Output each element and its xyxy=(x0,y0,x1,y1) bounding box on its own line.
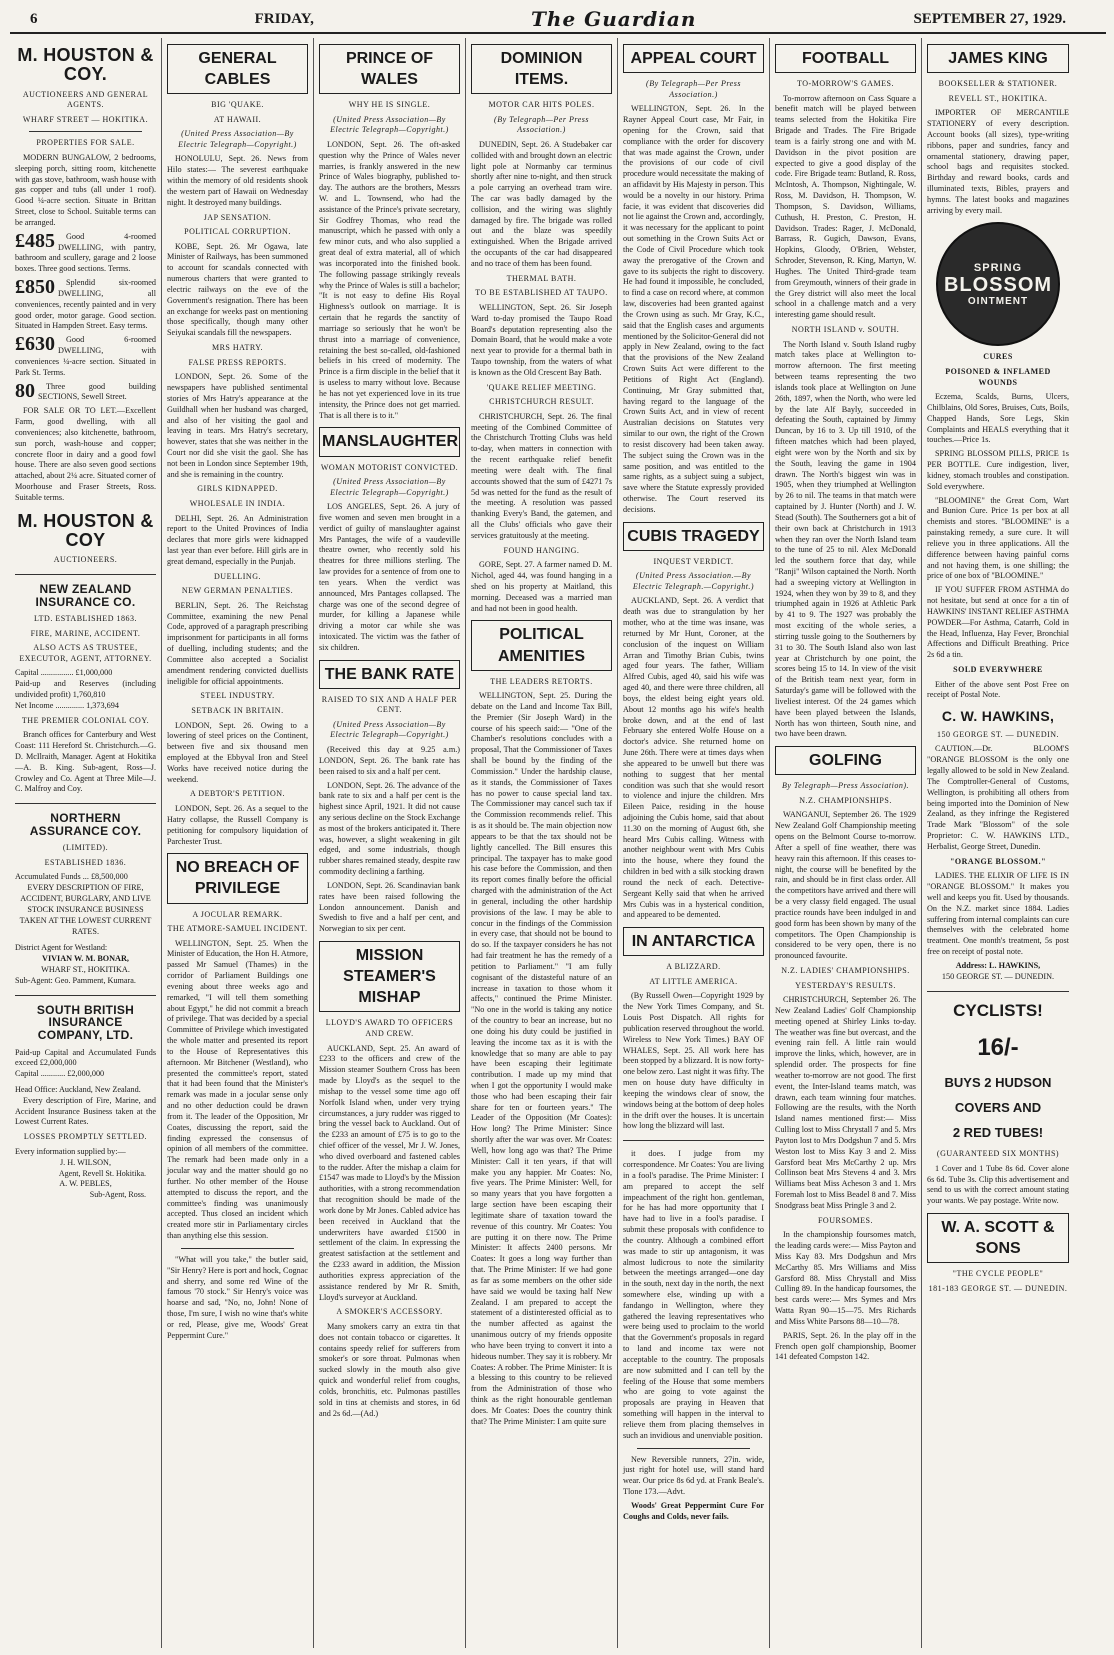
general-cables-heading: GENERAL CABLES xyxy=(167,44,308,94)
ad-text: Either of the above sent Post Free on receipt of Postal Note. xyxy=(927,679,1069,700)
article-paragraph: (By Russell Owen—Copyright 1929 by the New York Times Company, and St. Louis Post Dispatch. All rights for publication reserved throughout the world. Wireless to New York Times.) BAY OF WHALES, Sept. 25. All work here has been stopped by a blizzard. It is now forty-one below zero. Last night it was fifty. The men on house duty have difficulty in keeping the windows clear of snow, the windows being at the bottom of deep holes in the drift over the houses. It is uncertain how long the blizzard will last. xyxy=(623,991,764,1131)
northern-title: NORTHERN ASSURANCE COY. xyxy=(29,811,142,838)
article-paragraph: it does. I judge from my correspondence. Mr Coates: You are living in a fool's paradise. The Prime Minister: I am prepared to accept the self impeachment of the right hon. gentleman, for he has had more opportunity that I have had to live in a fool's paradise. I submit these proposals with confidence to the country. Although a combined effort was made to stir up antagonism, it was almost ludicrous to note the similarity between the meetings arranged—one day in the south, next day in the north, the next somewhere else, winding up with a fandango in Wellington, where they gathered the leaving representatives who were being used to proclaim to the world that the Government's proposals in regard to land and income tax were not acceptable to the country. The proposals are now submitted and I can tell by the feeling of the House that some members who are going to vote against the proposals are praying in Heaven that something will happen in the interval to relieve them from placing themselves in such an invidious and unenviable position. xyxy=(623,1149,764,1440)
subhead: WOMAN MOTORIST CONVICTED. xyxy=(320,462,459,472)
subhead: JAP SENSATION. xyxy=(203,212,272,222)
subhead: N.Z. LADIES' CHAMPIONSHIPS. xyxy=(781,966,910,976)
cyclists-heading: CYCLISTS! xyxy=(953,1000,1043,1020)
credit-line: (United Press Association—By Electric Telegraph—Copyright.) xyxy=(330,719,449,740)
credit-line: (United Press Association.—By Electric Telegraph.—Copyright.) xyxy=(632,571,755,591)
column-4 xyxy=(466,38,618,1648)
subhead: WHOLESALE IN INDIA. xyxy=(189,499,286,509)
bank-rate-heading: THE BANK RATE xyxy=(319,660,460,689)
political-heading: POLITICAL AMENITIES xyxy=(471,620,612,670)
cures-label: CURES xyxy=(983,352,1013,362)
masthead-day: FRIDAY, xyxy=(254,10,314,27)
column-1 xyxy=(10,38,162,1648)
article-paragraph: BERLIN, Sept. 26. The Reichstag Committee, examining the new Penal Code, approved of a paragraph prescribing imprisonment for participants in all forms of duelling, including students; and the Committee also accepted a Socialist amendment rendering convicted duellists ineligible for official appointments. xyxy=(167,600,308,686)
northern-district: District Agent for Westland: xyxy=(15,943,108,953)
article-paragraph: PARIS, Sept. 26. In the play off in the French open golf championship, Boomer 141 defeated Compston 142. xyxy=(775,1330,916,1362)
subhead: YESTERDAY'S RESULTS. xyxy=(795,980,896,990)
subhead: TO BE ESTABLISHED AT TAUPO. xyxy=(475,288,608,298)
subhead: FOUND HANGING. xyxy=(503,545,580,555)
northern-agent: VIVIAN W. M. BONAR, xyxy=(42,954,129,964)
nz-income: Net Income .............. 1,373,694 xyxy=(15,700,119,710)
prop-1: MODERN BUNGALOW, 2 bedrooms, sleeping porch, sitting room, kitchenette with gas stove, bathroom, wash house with gas copper and tubs (all under 1 roof). Good ¼-acre section. Situate in Brittan Street, close to School. Suitable terms can be arranged. xyxy=(15,152,156,227)
nz-est: LTD. ESTABLISHED 1863. xyxy=(34,614,137,624)
masthead xyxy=(10,6,1106,34)
price: 16/- xyxy=(977,1033,1019,1061)
subhead: N.Z. CHAMPIONSHIPS. xyxy=(799,795,892,805)
article-paragraph: LONDON, Sept. 26. Owing to a lowering of steel prices on the Continent, between five and six thousand men employed at the Ebbyval Iron and Steel Works have received notice during the weekend. xyxy=(167,720,308,784)
article-paragraph: KOBE, Sept. 26. Mr Ogawa, late Minister of Railways, has been summoned to account for scandals connected with numerous charters that were granted to electric railways on the eve of the Government's resignation. There has been an exchange for weeks past on mentioning those specifically, though many other Seiyukai scandals fill the newspapers. xyxy=(167,241,308,338)
subhead: TO-MORROW'S GAMES. xyxy=(797,79,894,89)
subhead: THE LEADERS RETORTS. xyxy=(490,676,593,686)
subhead: FALSE PRESS REPORTS. xyxy=(188,357,287,367)
sold-everywhere: SOLD EVERYWHERE xyxy=(953,665,1043,674)
sb-head: Head Office: Auckland, New Zealand. xyxy=(15,1085,141,1094)
article-paragraph: In the championship foursomes match, the leading cards were:— Miss Payton and Miss Kay 83. Mrs Dodgshun and Mrs McCarthy 85. Mrs Williams and Miss Garsford 88. Miss Chrystall and Miss Culling 89. In the handicap foursomes, the best cards were:— Mrs Symes and Mrs Watta Ryan 90—15—75. Mrs Richards and Miss White Parsons 88—10—78. xyxy=(775,1230,916,1326)
subhead: NEW GERMAN PENALTIES. xyxy=(181,586,294,596)
orange-blossom: "ORANGE BLOSSOM." xyxy=(949,856,1047,866)
houston-addr: WHARF STREET — HOKITIKA. xyxy=(22,114,149,124)
football-heading: FOOTBALL xyxy=(775,44,916,73)
subhead: 'QUAKE RELIEF MEETING. xyxy=(486,382,597,392)
northern-est: ESTABLISHED 1836. xyxy=(44,857,127,867)
subhead: MRS HATRY. xyxy=(211,343,264,353)
sb-cap2: Capital ............ £2,000,000 xyxy=(15,1069,105,1079)
guarantee: (GUARANTEED SIX MONTHS) xyxy=(936,1149,1060,1159)
subhead: A JOCULAR REMARK. xyxy=(192,909,283,919)
sb-cap1: Paid-up Capital and Accumulated Funds exceed £2,000,000 xyxy=(15,1047,156,1068)
article-paragraph: New Reversible runners, 27in. wide, just right for hotel use, will stand hard wear. Our price 8s 6d yd. at Frank Beale's. Tlone 173.—Advt. xyxy=(623,1454,764,1497)
newspaper-title: The Guardian xyxy=(531,7,697,31)
poisoned-label: POISONED & INFLAMED WOUNDS xyxy=(945,367,1051,387)
south-british-title: SOUTH BRITISH INSURANCE COMPANY, LTD. xyxy=(36,1002,135,1042)
tubes: 2 RED TUBES! xyxy=(952,1124,1044,1140)
spring-blossom-logo: SPRING BLOSSOM OINTMENT xyxy=(936,222,1060,346)
ad-text: CAUTION.—Dr. BLOOM'S "ORANGE BLOSSOM is the only one legally allowed to be sold in New Zealand. The Comptroller-General of Customs, Wellington, is prohibiting all others from being imported into the Dominion of New Zealand, as they infringe the Registered Trade Mark "Blossom" of the sole Proprietor: C. W. HAWKINS LTD., Herbalist, George Street, Dunedin. xyxy=(927,744,1069,851)
houston-title: M. HOUSTON & COY. xyxy=(17,45,154,84)
king-text: IMPORTER OF MERCANTILE STATIONERY of every description. Account books (all sizes), type-writing ribbons, paper and sundries, fancy and ornamental stationery, drawing paper, school bags and requisites stocked. Birthday and reward books, cards and illuminated texts, Bibles, prayers and hymns. The latest books and magazines arriving by every mail. xyxy=(927,108,1069,215)
subhead: WHY HE IS SINGLE. xyxy=(348,100,431,110)
subhead: A DEBTOR'S PETITION. xyxy=(189,789,286,799)
article-paragraph: LONDON, Sept. 26. The oft-asked question why the Prince of Wales never marries, is frankly answered in the new Prince of Wales biography, published to-day. The authors are the brothers, Messrs W. and L. Townsend, who had the assistance of the Prince's private secretary, Sir Godfrey Thomas, who read the manuscript, which he passed with only a few minor cuts, and who also supplied a great deal of extra material, all of which was incorporated into the finished book. The following passage strikingly reveals why the Prince of Wales is still a bachelor; "It is not easy to define His Royal Highness's outlook on marriage. It is certain that he regards the sanctity of marriage so seriously that he won't be thrust into a marriage of convenience, retaining the best so-called, old-fashioned beliefs in his creed of modernity. The Prince is a firm disciple in the belief that it is useless to marry without love. Because he has not yet experienced love in its true intensity, the Prince does not get married. That is all there is to it." xyxy=(319,139,460,420)
houston-sub: AUCTIONEERS AND GENERAL AGENTS. xyxy=(22,89,149,110)
address2: 150 GEORGE ST. — DUNEDIN. xyxy=(941,971,1055,981)
breach-heading: NO BREACH OF PRIVILEGE xyxy=(167,853,308,903)
article-paragraph: WELLINGTON, Sept. 26. Sir Joseph Ward to-day promised the Taupo Road Board's deputation representing also the Domain Board, that he would make a vote next year to provide for a thermal bath in Taupo township, from the waters of what is known as the Old Crescent Bay Bath. xyxy=(471,302,612,377)
ad-text: LADIES. THE ELIXIR OF LIFE IS IN "ORANGE BLOSSOM." It makes you well and keeps you fit. Used by thousands. On the N.Z. market since 1884. Ladies suffering from internal complaints can cure themselves with the celebrated home treatment. One month's treatment, 5s post free on receipt of postal note. xyxy=(927,871,1069,957)
antarctica-heading: IN ANTARCTICA xyxy=(623,927,764,956)
article-paragraph: WANGANUI, September 26. The 1929 New Zealand Golf Championship meeting opens on the Belmont Course to-morrow. After a spell of fine weather, there was heavy rain this afternoon. If this ceases to-night, the course will be benefited by the rain, and should be in first class order. All the competitors have arrived and there will be a very classy field engaged. The usual practice rounds have been indulged in and good form has been shown by many of the competitors. The Open Championship is considered to be very open, there is no pronounced favourite. xyxy=(775,810,916,961)
subhead: A SMOKER'S ACCESSORY. xyxy=(336,1307,443,1317)
dominion-heading: DOMINION ITEMS. xyxy=(471,44,612,94)
article-paragraph: WELLINGTON, Sept. 26. In the Rayner Appeal Court case, Mr Fair, in opening for the Crown, said that compliance with the order for discovery that was made against the Crown, under the provisions of our code of civil procedure would necessitate the making of an affidavit by His Majesty in person. This would be a novelty in our history. Prima facie, it was evident that discoveries did not lie against the Crown and, accordingly, it was necessary for the applicant to point out something in the Crown Suits Act or the Code of Civil Procedure which took away the prerogative of the Crown and gave to its subjects the right to discovery. He had found it impossible, he concluded, to find a case on record where, at common law, discoveries had been granted against the Crown using as such. Mr Gray, K.C., said that the English cases and arguments mentioned by the Solicitor-General did not apply in New Zealand, owing to the fact that the provisions of the New Zealand Crown Suits Act were different to the Petitions of Right Act (England). Continuing, Mr Gray submitted that, having regard to the language of the Crown Suits Act, and in view of recent Australian decisions on Statutes very similar to our own, the right of the Crown to resist discovery had been taken away. The subject suing the Crown was in the same position, and was entitled to the same rights, as a subject suing a subject, save where the Statute expressly provided otherwise. The Court reserved its decisions. xyxy=(623,104,764,514)
credit-line: (United Press Association—By Electric Telegraph—Copyright.) xyxy=(330,477,449,497)
subhead: THE ATMORE-SAMUEL INCIDENT. xyxy=(167,924,308,934)
sb-agent2b: Sub-Agent, Ross. xyxy=(89,1189,146,1199)
address: Address: L. HAWKINS, xyxy=(955,960,1041,970)
article-paragraph: To-morrow afternoon on Cass Square a benefit match will be played between teams selected from the Hokitika Fire Brigade and Trades. The Fire Brigade team is a fairly strong one and with M. Davidson in the pivot position are expected to give a good display of the code. Fire Brigade team: Butland, R. Ross, McIntosh, A. Thompson, Nightingale, W. Ross, M. Davidson, H. Thompson, W. Thompson, S. Davidson, Williams, Cuthush, H. Preston, C. Preston, H. Davidson. Trades: Rager, J. McDonald, Barrass, R. Gugich, Dawson, Evans, Hopkins, Gloody, O'Brien, Webster, Schroder, Stevenson, R. King, Martyn, W. Hughes. The United Third-grade team from Greymouth, winners of their grade in the Grey district will also meet the local school in a challenge match and a very interesting game should result. xyxy=(775,93,916,320)
article-paragraph: CHRISTCHURCH, Sept. 26. The final meeting of the Combined Committee of the Christchurch Trotting Clubs was held to-day, when matters in connection with the recent earthquake relief benefit meeting were dealt with. The final accounts showed that the sum of £4271 7s 5d was netted for the fund as the result of the meeting. A resolution was passed thanking Every's Band, the gatemen, and all the Clubs' officials who gave their services gratuitously at the meeting. xyxy=(471,411,612,540)
subhead: POLITICAL CORRUPTION. xyxy=(184,227,291,237)
james-king-title: JAMES KING xyxy=(927,44,1069,73)
article-paragraph: AUCKLAND, Sept. 26. A verdict that death was due to strangulation by her mother, who at the time was insane, was returned by Mr Hunt, Coroner, at the conclusion of the inquest on William Arran and Timothy Brian Cubis, twins aged four years. The father, William Alfred Cubis, aged 40, said his wife was aged 40, and there were three children, all boys, the eldest being eight years old. About 12 months ago his wife's health broke down, and at the end of last February she entered Wolfe House on a doctor's advice. She returned home on June 26th. There were at times days when she appeared to be unwell but there was nothing to suggest that her mental condition was such that she would resort to violence and injure the children. Mrs Eileen Paice, residing in the house adjoining the Cubis home, said that about 11.30 on the morning of August 6th, she heard Mrs Cubis calling. Witness with another neighbour went with Mrs Cubis into the house, where they found the children in bed with a silk stocking drawn round the neck of each. Detective-Sergeant Kelly said that when he arrived Mrs Cubis was in a hysterical condition, and appeared to be demented. xyxy=(623,596,764,920)
northern-sub: Sub-Agent: Geo. Pamment, Kumara. xyxy=(15,975,136,985)
article-paragraph: LONDON, Sept. 26. Scandinavian bank rates have been raised following the London announcement. Danish and Swedish to five and a half per cent, and Norwegian to six per cent. xyxy=(319,880,460,934)
nz-insurance-title: NEW ZEALAND INSURANCE CO. xyxy=(35,581,136,609)
nz-capital: Capital ................ £1,000,000 xyxy=(15,668,113,678)
masthead-date: SEPTEMBER 27, 1929. xyxy=(913,10,1066,27)
article-paragraph: Woods' Great Peppermint Cure For Coughs and Colds, never fails. xyxy=(623,1500,764,1521)
nz-branch: Branch offices for Canterbury and West Coast: 111 Hereford St. Christchurch.—G. D. McIlraith, Manager. Agent at Hokitika—A. B. King. Sub-agent, Ross—J. Crowley and Co. Agent at Three Mile—J. C. Malfroy and Coy. xyxy=(15,730,156,794)
subhead: BIG 'QUAKE. xyxy=(211,100,264,110)
sb-agent1b: Agent, Revell St. Hokitika. xyxy=(58,1168,146,1178)
ad-text: SPRING BLOSSOM PILLS, PRICE 1s PER BOTTLE. Cure indigestion, liver, kidney, stomach troubles and constipation. Sold everywhere. xyxy=(927,449,1069,491)
subhead: AT HAWAII. xyxy=(213,114,262,124)
article-paragraph: WELLINGTON, Sept. 25. During the debate on the Land and Income Tax Bill, the Premier (Sir Joseph Ward) in the course of his speech said:— "One of the Chamber's resolutions concludes with a proposal, That the Commissioner of Taxes shall be bound by the finding of the Commission." Under the hardship clause, as it stands, the Commissioner of Taxes has no power to cause special land tax. The Commissioner may cancel such tax if the Commission recommends relief. This is as it should be. The main objection now appears to be that the tax should not be lightly cancelled. The Bill ensures this principal. The taxpayer has to make good his case before the Commission, and then its report comes finally before the official charged with the administration of the Act in general, including the other hardship provisions of the law. I may be able to concur in the findings of the Commission in every case, that should not be bound to do so. If the taxpayer considers he has not had fair treatment he has the remedy of a petition to Parliament." "I am fully cognisant of the distasteful nature of an increase in taxation to those whom it affects," continued the Prime Minister. "No one in the world is taking any notice of the country to bear an increase, but no one doing his duty could be justified in leaving the income tax as it is with the knowledge that so many are able to pay have been escaping their legitimate contribution. I made up my mind that when I got the opportunity I would make those who had been escaping their fair share for ten or fourteen years." The Leader of the Opposition (Mr Coates): How long? The Prime Minister: Since shortly after the war was over. Mr Coates: Well, how long ago was that? The Prime Minister: Call it ten years, if that will make you any happier. Mr Coates: No, five years. The Prime Minister: Well, for so many years that you have forgotten a large section have been escaping their legitimate share of taxation toward the revenue of this country. Mr Coates: You are putting it on there now. The Prime Minister: It affects 2400 persons. Mr Coates: It goes a long way further than that. The Prime Minister: If we had gone as far as some members on the other side have said we would be taxing half New Zealand. I am prepared to accept the statement of a distinterested official as to the number affected as against the unanimous outcry of my friends opposite who have been trying to convert it into a hideous number. They say it is robbery. Mr Coates: A robber. The Prime Minister: It is a blessing to this country to be relieved from the Administration of those who think as the right honourable gentleman does. Mr Coates: Does the country think that? The Prime Minister: I am quite sure xyxy=(471,691,612,1426)
nz-lines: FIRE, MARINE, ACCIDENT. xyxy=(30,628,141,638)
article-paragraph: LONDON, Sept. 26. The advance of the bank rate to six and a half per cent is the highest since April, 1921. It did not cause any serious decline on the Stock Exchange as most of the brokers anticipated it. There was, however, a slight weakening in gilt edged, and some industrials, though rubber shares remained steady, despite raw commodity declining a farthing. xyxy=(319,780,460,877)
scott-sub: "THE CYCLE PEOPLE" xyxy=(952,1269,1044,1279)
column-6 xyxy=(770,38,922,1648)
props-head: PROPERTIES FOR SALE. xyxy=(36,138,135,148)
article-paragraph: "What will you take," the butler said, "Sir Henry? Here is port and hock, Cognac and sherry, and some red Wine of the famous '70 stock." Sir Henry's voice was hoarse and sad, "No, no, John! None of those, I'm sure, I wish no wine that's white or red, Please, give me, Woods' Great Peppermint Cure." xyxy=(167,1254,308,1340)
subhead: LLOYD'S AWARD TO OFFICERS AND CREW. xyxy=(325,1018,454,1038)
column-3 xyxy=(314,38,466,1648)
article-paragraph: HONOLULU, Sept. 26. News from Hilo states:— The severest earthquake within the memory of old residents shook the western part of Hawaii on Wednesday night. It destroyed many buildings. xyxy=(167,154,308,207)
article-paragraph: LONDON, Sept. 26. Some of the newspapers have published sentimental stories of Mrs Hatry's appearance at the Guildhall when her husband was charged, and also of her visiting the gaol and leaving in tears. Mrs Hatry's secretary, however, states that she was neither in the Court nor did she visit the gaol. She has not been in London since September 19th, and she is remaining in the country. xyxy=(167,372,308,479)
buys: BUYS 2 HUDSON xyxy=(944,1074,1052,1090)
sb-desc: Every description of Fire, Marine, and Accident Insurance Business taken at the Lowest Current Rates. xyxy=(15,1095,156,1127)
credit-line: (By Telegraph—Per Press Association.) xyxy=(494,114,589,135)
prop-3: £850 Splendid six-roomed DWELLING, all conveniences, recently painted and in very good order, motor garage. Good section. Situated in Hampden Street. Easy terms. xyxy=(15,276,156,331)
ad-text: Eczema, Scalds, Burns, Ulcers, Chilblains, Old Sores, Bruises, Cuts, Boils, Chapped Hands, Sore Legs, Skin Complaints and HEALS everything that it touches.—Price 1s. xyxy=(927,392,1069,445)
nz-reserves: Paid-up and Reserves (including undivided profit) 1,760,810 xyxy=(15,679,156,699)
hawkins-addr: 150 GEORGE ST. — DUNEDIN. xyxy=(936,729,1060,739)
page-number: 6 xyxy=(30,10,38,27)
subhead: THERMAL BATH. xyxy=(506,273,577,283)
article-paragraph: (Received this day at 9.25 a.m.) LONDON, Sept. 26. The bank rate has been raised to six and a half per cent. xyxy=(319,745,460,776)
prop-4: £630 Good 6-roomed DWELLING, with conveniences ¼-acre section. Situated in Park St. Terms. xyxy=(15,333,156,377)
sb-losses: LOSSES PROMPTLY SETTLED. xyxy=(23,1132,148,1142)
article-paragraph: LONDON, Sept. 26. As a sequel to the Hatry collapse, the Russell Company is petitioning for compulsory liquidation of Parchester Trust. xyxy=(167,804,308,846)
subhead: STEEL INDUSTRY. xyxy=(200,691,275,701)
subhead: CHRISTCHURCH RESULT. xyxy=(489,397,594,407)
subhead: AT LITTLE AMERICA. xyxy=(649,976,738,986)
article-paragraph: CHRISTCHURCH, September 26. The New Zealand Ladies' Golf Championship meeting opened at Shirley Links to-day. The weather was fine but overcast, and the evening rain fell. A little rain would improve the links, which, however, are in splendid order. The prospects for fine weather to-morrow are not good. The first event, the Inter-Island teams match, was drawn, each team winning four matches. Following are the results, with the North Island names mentioned first:— Miss Culling lost to Miss Chrystall 7 and 5. Mrs Payton lost to Mrs Dodgshun 7 and 5. Mrs Weston lost to Miss Kay 3 and 2. Miss Garsford beat Mrs McCarthy 2 up. Mrs Collinson beat Mrs Stevens 4 and 3. Mrs Williams beat Miss Acheson 3 and 1. Mrs Foremah lost to Miss Beadel 8 and 7. Miss Snodgrass beat Miss Pringle 3 and 2. xyxy=(775,995,916,1210)
subhead: RAISED TO SIX AND A HALF PER CENT. xyxy=(321,694,458,715)
scott-title: W. A. SCOTT & SONS xyxy=(927,1213,1069,1263)
nz-premier: THE PREMIER COLONIAL COY. xyxy=(21,715,150,725)
subhead: GIRLS KIDNAPPED. xyxy=(197,484,278,494)
northern-ltd: (LIMITED). xyxy=(62,843,109,853)
prop-6: FOR SALE OR TO LET.—Excellent Farm, good dwelling, with all conveniences; also kitchenette, bathroom, sun porch, wash-house and copper; concrete floor in dairy and a good fowl house. There are also seven good sections attached, about 2¼ acre. Situated corner of Moorhouse and Fraser Streets, Ross. Suitable terms. xyxy=(15,406,156,502)
prince-heading: PRINCE OF WALES xyxy=(319,44,460,94)
northern-funds: Accumulated Funds ... £8,500,000 xyxy=(15,872,128,882)
king-sub: BOOKSELLER & STATIONER. xyxy=(938,79,1058,89)
ad-text: "BLOOMINE" the Great Corn, Wart and Bunion Cure. Price 1s per box at all chemists and stores. "BLOOMINE" is a painstaking remedy, a sure cure. It will relieve you in three applications. All the difference between having painful corns and not having them, is one shilling; the price of one box of "BLOOMINE." xyxy=(927,495,1069,581)
column-7 xyxy=(922,38,1074,1648)
sb-agent2: A. W. PEBLES, xyxy=(59,1179,112,1189)
article-paragraph: WELLINGTON, Sept. 25. When the Minister of Education, the Hon H. Atmore, passed Mr Samuel (Thames) in the corridor of Parliament Buildings one evening about three weeks ago and remarked, "I will tell them something about Egypt," he did not commit a breach of privilege. That was decided by a special Committee of Privilege which investigated the whole matter and presented its report to the House of Representatives this afternoon. Mr Bitchener (Westland), who presented the committee's report, stated that it had been found that the Minister's remark was made in a jocular sense only and no other deduction could be drawn from it. The leader of the Opposition, Mr Coates, discussing the report, said the finding expressed the consensus of opinion of all members of the committee. The remark had been made only in a jocular way and the matter should go no further. No other member of the House attempted to discuss the report, and the committee's finding was unanimously accepted. Thus closed an incident which created more stir in Parliamentary circles than anything else this session. xyxy=(167,938,308,1241)
subhead: SETBACK IN BRITAIN. xyxy=(191,705,284,715)
mission-heading: MISSION STEAMER'S MISHAP xyxy=(319,941,460,1012)
prop-2: £485 Good 4-roomed DWELLING, with pantry, bathroom and scullery, garage and 2 loose boxes. Three good sections. Terms. xyxy=(15,229,156,274)
credit-line: (United Press Association—By Electric Telegraph—Copyright.) xyxy=(330,114,449,135)
houston2-sub: AUCTIONEERS. xyxy=(53,555,118,565)
article-paragraph: DELHI, Sept. 26. An Administration report to the United Provinces of India declares that more girls were kidnapped last year than ever before. Hill girls are in great demand, especially in the Punjab. xyxy=(167,513,308,566)
sb-agent1: J. H. WILSON, xyxy=(59,1157,112,1167)
credit-line: By Telegraph—Press Association). xyxy=(781,781,910,791)
sb-info: Every information supplied by:— xyxy=(15,1146,126,1156)
golfing-heading: GOLFING xyxy=(775,746,916,775)
northern-desc: EVERY DESCRIPTION OF FIRE, ACCIDENT, BURGLARY, AND LIVE STOCK INSURANCE BUSINESS TAKEN AT THE LOWEST CURRENT RATES. xyxy=(19,883,152,936)
article-paragraph: GORE, Sept. 27. A farmer named D. M. Nichol, aged 44, was found hanging in a shed on his property at Maitland, this morning. Deceased was a married man and had not been in good health. xyxy=(471,560,612,613)
nz-also: ALSO ACTS AS TRUSTEE, EXECUTOR, AGENT, ATTORNEY. xyxy=(19,643,152,663)
covers: COVERS AND xyxy=(954,1099,1042,1115)
subhead: A BLIZZARD. xyxy=(666,962,721,972)
article-paragraph: AUCKLAND, Sept. 25. An award of £233 to the officers and crew of the Mission steamer Southern Cross has been made by Lloyd's as the sequel to the mishap to the vessel some time ago off Norfolk Island when, under very trying circumstances, a jury rudder was rigged to bring the vessel back to Auckland. Out of the £233 an amount of £75 is to go to the chief officer of the vessel, Mr J. W. Jones, who dived overboard and fastened cables to the rudder. After the mishap a claim for £1547 was made to Lloyd's by the Mission authorities, with a strong recommendation that recognition should be made of the work done by Mr Jones. Cabled advice has been received in Auckland that the underwriters have awarded £1500 in settlement of the claim. In expressing the greatest satisfaction at the settlement and the £233 award in addition, the Mission authorities express appreciation of the assistance rendered by Mr R. Smith, Lloyd's surveyor at Auckland. xyxy=(319,1043,460,1302)
article-paragraph: LOS ANGELES, Sept. 26. A jury of five women and seven men brought in a verdict of guilty of manslaughter against Mrs Pantages, the wife of a vaudeville theatre owner, who recently sold his theatres for three millions sterling. The law provides for a sentence of from one to ten years. When the verdict was announced, Mrs Pantages collapsed. The charge was one of the second degree of murder, for killing a Japanese while driving a motor car while she was intoxicated. The victim was the father of six children. xyxy=(319,502,460,652)
prop-5: 80 Three good building SECTIONS, Sewell Street. xyxy=(15,379,156,402)
appeal-heading: APPEAL COURT xyxy=(623,44,764,73)
subhead: INQUEST VERDICT. xyxy=(653,556,734,566)
manslaughter-heading: MANSLAUGHTER xyxy=(319,427,460,456)
subhead: NORTH ISLAND v. SOUTH. xyxy=(791,325,900,335)
credit-line: (United Press Association—By Electric Telegraph—Copyright.) xyxy=(178,129,297,149)
article-paragraph: DUNEDIN, Sept. 26. A Studebaker car collided with and brought down an electric light pole at Normanby car terminus shortly after nine to-night, and then struck a pole carrying an overhead tram wire. The car was badly damaged by the collision, and the wiring was slightly damaged by fire. The brigade was rolled out and the blaze was speedily extinguished. When the Brigade arrived the occupants of the car had disappeared and no trace of them has been found. xyxy=(471,139,612,268)
subhead: FOURSOMES. xyxy=(817,1215,873,1225)
credit-line: (By Telegraph—Per Press Association.) xyxy=(646,79,741,99)
ad-text: IF YOU SUFFER FROM ASTHMA do not hesitate, but send at once for a tin of HAWKINS' INSTANT RELIEF ASTHMA POWDER—For Asthma, Catarrh, Cold in the Head, Influenza, Hay Fever, Bronchial Affections and Difficult Breathing. Price 2s 6d a tin. xyxy=(927,585,1069,660)
cubis-heading: CUBIS TRAGEDY xyxy=(623,522,764,551)
column-2 xyxy=(162,38,314,1648)
king-addr: REVELL ST., HOKITIKA. xyxy=(948,93,1048,103)
article-paragraph: Many smokers carry an extra tin that does not contain tobacco or cigarettes. It contains speedy relief for sufferers from smoker's or sore throat. Pulmonas when sucked slowly in the mouth also give quick and wonderful relief from coughs, colds, bronchitis, etc. Pulmonas pastilles sold in tins at chemists and stores, in 6d and 2s 6d.—(Ad.) xyxy=(319,1321,460,1418)
column-5 xyxy=(618,38,770,1648)
ad-text: 1 Cover and 1 Tube 8s 6d. Cover alone 6s 6d. Tube 3s. Clip this advertisement and send to us with the correct amount stating your wants. We pay postage. Write now. xyxy=(927,1163,1069,1206)
scott-addr: 181-183 GEORGE ST. — DUNEDIN. xyxy=(928,1283,1068,1293)
hawkins-name: C. W. HAWKINS, xyxy=(941,708,1055,725)
houston2-title: M. HOUSTON & COY xyxy=(17,510,154,550)
subhead: DUELLING. xyxy=(214,571,261,581)
article-paragraph: The North Island v. South Island rugby match takes place at Wellington to-morrow afternoon. The first meeting between teams representing the two islands took place at Wellington on June 26th, 1897, when the North, who were led by the late Alf Bayly, succeeded in defeating the South, captained by Jimmy Duncan, by 16 to 3. Up till 1910, of the fifteen matches which had been played, eight were won by the North and six by the South, leaving the game in 1904 drawn. The North's biggest win was in 1905, when they triumphed at Wellington by 26 to nil. The teams in that match were captained by J. Hunter (North) and J. W. Stead (South). The Southerners got a bit of their own back at Christchurch in 1913 when they ran over the North Island team to the tune of 25 to nil. Alex McDonald led the southern force that day, while "Ranji" Wilson captained the North. North had a sweeping victory at Wellington in 1924, when they won by 39 to 8, and they triumphed again in 1926 at Athletic Park by 41 to 9. The 1927 was probably the most exciting of the whole series, a stirring tussle going to the Southerners by 31 to 30. The South Island also won last year at Christchurch by one point, the scores being 15 to 14. In view of the visit of the British team next year, form in Saturday's game will be followed with the liveliest interest. Of the 24 games which have been played between the Islands, North has won thirteen, South nine, and two have been drawn. xyxy=(775,339,916,739)
northern-addr: WHARF ST., HOKITIKA. xyxy=(41,965,130,975)
subhead: MOTOR CAR HITS POLES. xyxy=(488,100,595,110)
